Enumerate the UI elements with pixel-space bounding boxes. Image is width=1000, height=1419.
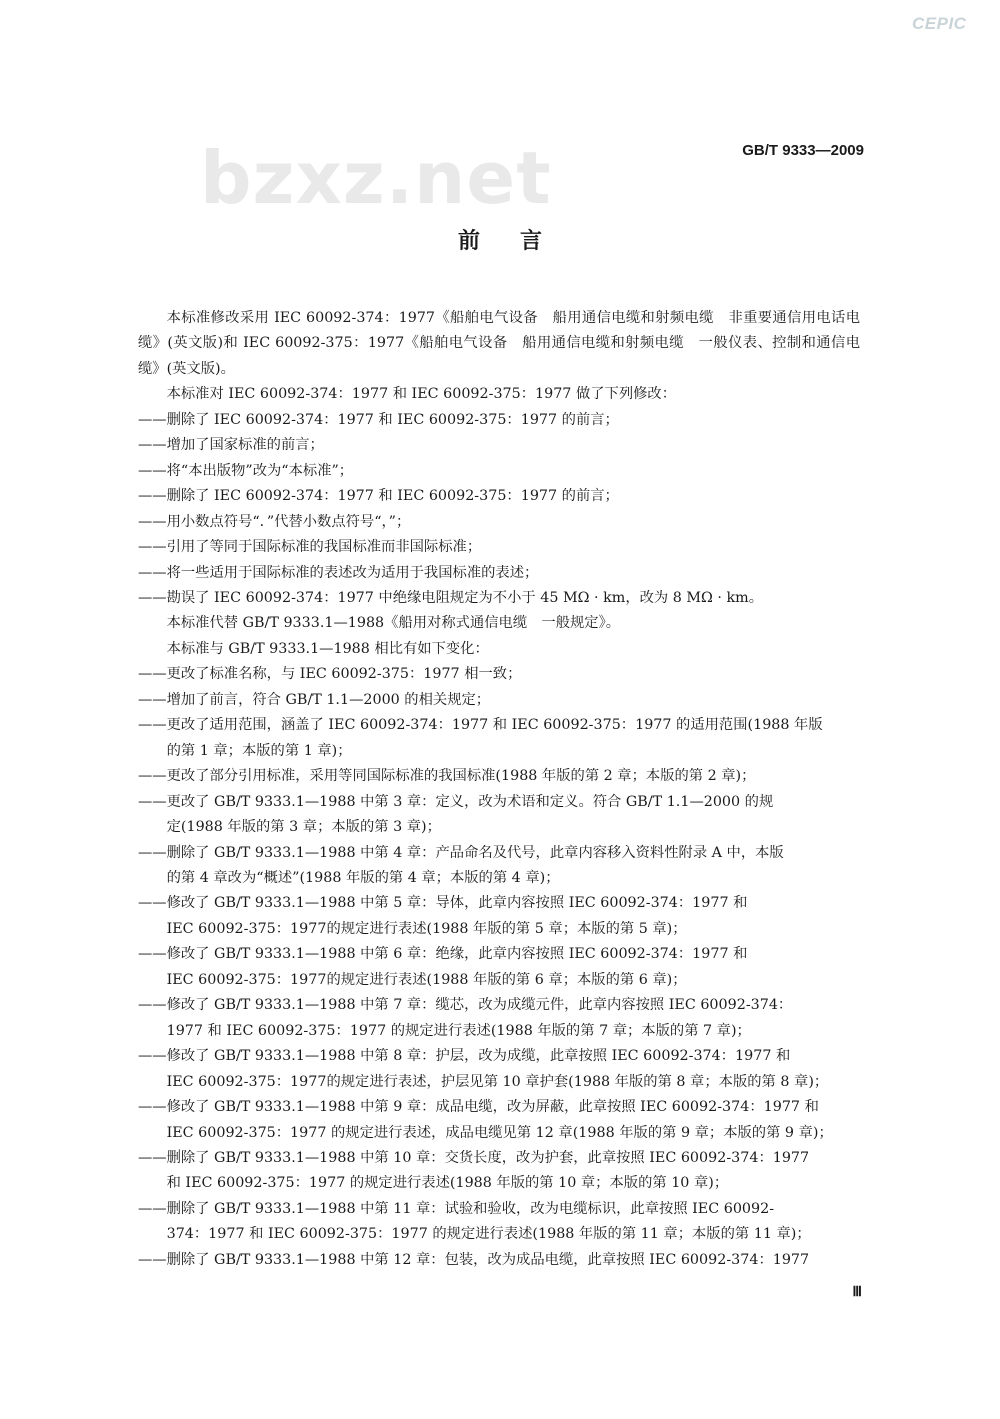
changes-intro: 本标准与 GB/T 9333.1—1988 相比有如下变化： — [166, 640, 489, 657]
list-item: ——将一些适用于国际标准的表述改为适用于我国标准的表述； — [138, 564, 539, 581]
list-item-line: ——更改了适用范围，涵盖了 IEC 60092-374：1977 和 IEC 60092-375：1977 的适用范围(1988 年版 — [138, 717, 823, 734]
list-item: ——删除了 IEC 60092-374：1977 和 IEC 60092-375：1977 的前言； — [138, 488, 619, 505]
list-item — [138, 1197, 860, 1248]
list-item — [138, 1044, 860, 1095]
standard-code: GB/T 9333—2009 — [742, 142, 864, 159]
list-item-line: ——修改了 GB/T 9333.1—1988 中第 5 章：导体，此章内容按照 IEC 60092-374：1977 和 — [138, 895, 748, 912]
intro-paragraph: 本标准修改采用 IEC 60092-374：1977《船舶电气设备 船用通信电缆和射频电缆 非重要通信用电话电缆》(英文版)和 IEC 60092-375：1977《船舶电气设备 船用通信电缆和射频电缆 一般仪表、控制和通信电缆》(英文版)。 — [138, 310, 860, 377]
list-item — [138, 790, 860, 841]
list-item — [138, 662, 860, 687]
list-item-continuation: 的第 4 章改为“概述”(1988 年版的第 4 章；本版的第 4 章)； — [166, 869, 560, 886]
list-item-line: ——更改了部分引用标准，采用等同国际标准的我国标准(1988 年版的第 2 章；本版的第 2 章)； — [138, 768, 756, 785]
list-item-line: ——删除了 GB/T 9333.1—1988 中第 10 章：交货长度，改为护套，此章按照 IEC 60092-374：1977 — [138, 1149, 810, 1166]
list-item-line: ——修改了 GB/T 9333.1—1988 中第 8 章：护层，改为成缆，此章按照 IEC 60092-374：1977 和 — [138, 1048, 791, 1065]
list-item: ——用小数点符号“．”代替小数点符号“，”； — [138, 513, 411, 530]
list-item — [138, 713, 860, 764]
list-item-line: ——删除了 GB/T 9333.1—1988 中第 4 章：产品命名及代号，此章内容移入资料性附录 A 中，本版 — [138, 844, 784, 861]
watermark: bzxz.net — [200, 136, 552, 220]
modifications-list — [138, 408, 860, 612]
list-item — [138, 688, 860, 713]
list-item-continuation: IEC 60092-375：1977 的规定进行表述，成品电缆见第 12 章(1988 年版的第 9 章；本版的第 9 章)； — [166, 1124, 833, 1141]
list-item-line: ——更改了 GB/T 9333.1—1988 中第 3 章：定义，改为术语和定义。符合 GB/T 1.1—2000 的规 — [138, 793, 774, 810]
list-item — [138, 1248, 860, 1273]
list-item-line: ——修改了 GB/T 9333.1—1988 中第 9 章：成品电缆，改为屏蔽，此章按照 IEC 60092-374：1977 和 — [138, 1099, 819, 1116]
list-item-line: ——修改了 GB/T 9333.1—1988 中第 6 章：绝缘，此章内容按照 IEC 60092-374：1977 和 — [138, 946, 748, 963]
list-item-line: ——增加了前言，符合 GB/T 1.1—2000 的相关规定； — [138, 691, 491, 708]
replace-paragraph: 本标准代替 GB/T 9333.1—1988《船用对称式通信电缆 一般规定》。 — [166, 615, 621, 632]
list-item: ——引用了等同于国际标准的我国标准而非国际标准； — [138, 539, 482, 556]
list-item-continuation: 374：1977 和 IEC 60092-375：1977 的规定进行表述(1988 年版的第 11 章；本版的第 11 章)； — [166, 1226, 811, 1243]
list-item: ——增加了国家标准的前言； — [138, 437, 324, 454]
list-item-continuation: IEC 60092-375：1977的规定进行表述(1988 年版的第 5 章；本版的第 5 章)； — [166, 920, 687, 937]
document-body — [138, 306, 860, 1273]
list-item — [138, 841, 860, 892]
list-item-line: ——删除了 GB/T 9333.1—1988 中第 11 章：试验和验收，改为电缆标识，此章按照 IEC 60092- — [138, 1200, 775, 1217]
publisher-logo: CEPIC — [912, 14, 967, 33]
list-item-line: ——修改了 GB/T 9333.1—1988 中第 7 章：缆芯，改为成缆元件，此章内容按照 IEC 60092-374： — [138, 997, 793, 1014]
list-item — [138, 1095, 860, 1146]
list-item — [138, 891, 860, 942]
list-item — [138, 1146, 860, 1197]
page-title: 前言 — [457, 229, 582, 254]
changes-list — [138, 662, 860, 1273]
list-item-continuation: 的第 1 章；本版的第 1 章)； — [166, 742, 352, 759]
list-item-continuation: 和 IEC 60092-375：1977 的规定进行表述(1988 年版的第 10 章；本版的第 10 章)； — [166, 1175, 729, 1192]
list-item: ——勘误了 IEC 60092-374：1977 中绝缘电阻规定为不小于 45 MΩ · km，改为 8 MΩ · km。 — [138, 589, 764, 606]
list-item-line: ——更改了标准名称，与 IEC 60092-375：1977 相一致； — [138, 666, 522, 683]
list-item-continuation: IEC 60092-375：1977的规定进行表述，护层见第 10 章护套(1988 年版的第 8 章；本版的第 8 章)； — [166, 1073, 829, 1090]
list-item — [138, 993, 860, 1044]
list-item — [138, 942, 860, 993]
list-item — [138, 764, 860, 789]
list-item-continuation: 1977 和 IEC 60092-375：1977 的规定进行表述(1988 年版的第 7 章；本版的第 7 章)； — [166, 1022, 751, 1039]
list-item-continuation: IEC 60092-375：1977的规定进行表述(1988 年版的第 6 章；本版的第 6 章)； — [166, 971, 687, 988]
modifications-intro: 本标准对 IEC 60092-374：1977 和 IEC 60092-375：1977 做了下列修改： — [166, 386, 677, 403]
list-item: ——将“本出版物”改为“本标准”； — [138, 462, 354, 479]
list-item-line: ——删除了 GB/T 9333.1—1988 中第 12 章：包装，改为成品电缆，此章按照 IEC 60092-374：1977 — [138, 1251, 810, 1268]
page-number: Ⅲ — [852, 1285, 862, 1300]
list-item: ——删除了 IEC 60092-374：1977 和 IEC 60092-375：1977 的前言； — [138, 411, 619, 428]
list-item-continuation: 定(1988 年版的第 3 章；本版的第 3 章)； — [166, 819, 441, 836]
